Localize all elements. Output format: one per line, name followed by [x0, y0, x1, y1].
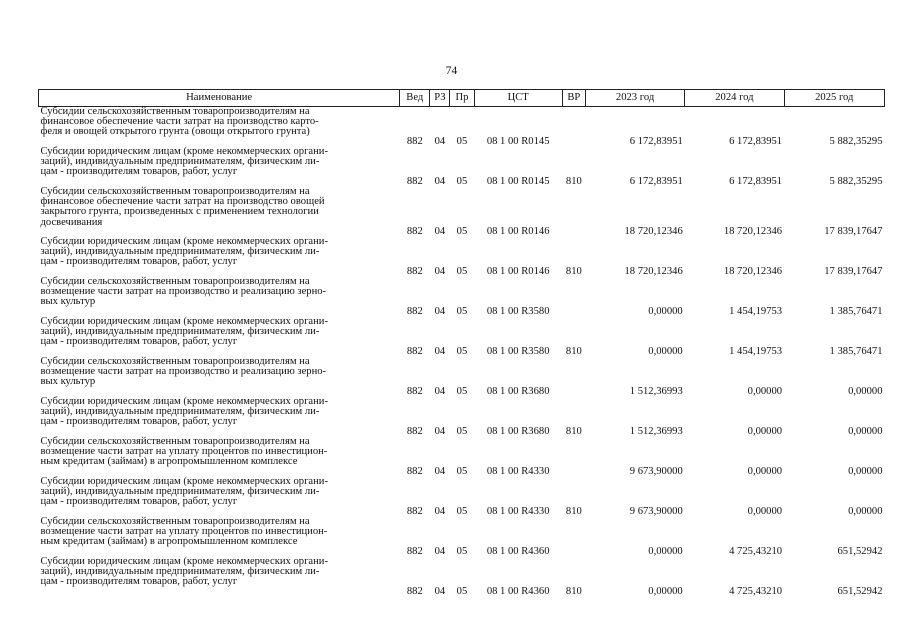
row-name-line: закрытого грунта, произведенных с применением технологии — [40, 206, 319, 218]
row-vr — [562, 357, 585, 397]
row-name-line: Субсидии юридическим лицам (кроме некоммерческих органи- — [40, 146, 328, 157]
row-amount-2024: 4 725,43210 — [729, 545, 783, 557]
row-amount-2024: 6 172,83951 — [729, 135, 783, 147]
row-amount-2025: 1 385,76471 — [829, 345, 883, 357]
table-row — [39, 277, 885, 317]
table-row — [39, 517, 885, 557]
row-pr: 05 — [456, 305, 468, 317]
row-cst: 08 1 00 R0145 — [486, 135, 550, 147]
row-name — [39, 357, 400, 397]
row-cst: 08 1 00 R3680 — [486, 385, 550, 397]
row-name-line: цам - производителям товаров, работ, услуг — [40, 496, 238, 508]
row-vr: 810 — [565, 585, 582, 597]
row-rz: 04 — [434, 135, 446, 147]
row-amount-2024: 0,00000 — [747, 385, 783, 397]
row-amount-2025: 17 839,17647 — [824, 225, 883, 237]
row-pr: 05 — [456, 505, 468, 517]
row-amount-2024: 1 454,19753 — [729, 345, 783, 357]
row-ved: 882 — [406, 225, 423, 237]
row-vr: 810 — [565, 175, 582, 187]
row-amount-2025: 651,52942 — [837, 585, 883, 597]
row-amount-2024: 0,00000 — [747, 465, 783, 477]
row-name-line: Субсидии юридическим лицам (кроме некоммерческих органи- — [40, 316, 328, 327]
table-row — [39, 357, 885, 397]
row-name-line: Субсидии юридическим лицам (кроме некоммерческих органи- — [40, 396, 328, 407]
row-name — [39, 477, 400, 517]
row-name-line: Субсидии сельскохозяйственным товаропроизводителям на — [40, 436, 310, 447]
row-pr: 05 — [456, 175, 468, 187]
row-name-line: Субсидии сельскохозяйственным товаропроизводителям на — [40, 106, 310, 117]
row-vr — [562, 437, 585, 477]
row-name — [39, 397, 400, 437]
row-rz: 04 — [434, 585, 446, 597]
row-name — [39, 437, 400, 477]
row-vr: 810 — [565, 425, 582, 437]
row-name — [39, 277, 400, 317]
row-name-line: заций), индивидуальным предпринимателям, физическим ли- — [40, 566, 320, 578]
row-amount-2024: 1 454,19753 — [729, 305, 783, 317]
row-amount-2023: 6 172,83951 — [629, 135, 683, 147]
table-row — [39, 557, 885, 597]
row-pr: 05 — [456, 265, 468, 277]
row-pr: 05 — [456, 545, 468, 557]
table-row — [39, 237, 885, 277]
row-name-line: возмещение части затрат на уплату процентов по инвестицион- — [40, 526, 328, 538]
row-name — [39, 187, 400, 237]
page-number: 74 — [445, 65, 458, 77]
row-rz: 04 — [434, 175, 446, 187]
row-name-line: Субсидии сельскохозяйственным товаропроизводителям на — [40, 516, 310, 527]
row-ved: 882 — [406, 345, 423, 357]
row-amount-2023: 0,00000 — [648, 305, 683, 317]
row-amount-2023: 6 172,83951 — [629, 175, 683, 187]
table-row — [39, 147, 885, 187]
row-amount-2024: 18 720,12346 — [723, 265, 783, 277]
header-2025: 2025 год — [784, 90, 884, 107]
row-cst: 08 1 00 R0145 — [486, 175, 550, 187]
row-cst: 08 1 00 R3580 — [486, 345, 550, 357]
row-ved: 882 — [406, 135, 423, 147]
row-name-line: вых культур — [40, 376, 96, 388]
row-name-line: ным кредитам (займам) в агропромышленном комплексе — [40, 456, 298, 468]
row-ved: 882 — [406, 545, 423, 557]
row-amount-2023: 9 673,90000 — [629, 465, 683, 477]
row-name-line: возмещение части затрат на производство и реализацию зерно- — [40, 286, 327, 298]
row-name — [39, 147, 400, 187]
row-vr: 810 — [565, 345, 582, 357]
row-name-line: заций), индивидуальным предпринимателям, физическим ли- — [40, 406, 320, 418]
row-name-line: цам - производителям товаров, работ, услуг — [40, 576, 238, 588]
row-ved: 882 — [406, 175, 423, 187]
header-2023: 2023 год — [585, 90, 684, 107]
row-vr — [562, 517, 585, 557]
header-ved: Вед — [400, 90, 430, 107]
row-cst: 08 1 00 R4330 — [486, 505, 550, 517]
row-cst: 08 1 00 R4360 — [486, 585, 550, 597]
row-amount-2023: 0,00000 — [648, 345, 683, 357]
row-name-line: Субсидии юридическим лицам (кроме некоммерческих органи- — [40, 556, 328, 567]
row-amount-2025: 651,52942 — [837, 545, 883, 557]
row-cst: 08 1 00 R3680 — [486, 425, 550, 437]
row-rz: 04 — [434, 305, 446, 317]
row-pr: 05 — [456, 225, 468, 237]
row-amount-2025: 5 882,35295 — [829, 175, 883, 187]
table-row — [39, 107, 885, 148]
row-rz: 04 — [434, 425, 446, 437]
row-ved: 882 — [406, 585, 423, 597]
row-pr: 05 — [456, 425, 468, 437]
row-rz: 04 — [434, 505, 446, 517]
row-amount-2023: 18 720,12346 — [624, 265, 683, 277]
row-name-line: цам - производителям товаров, работ, услуг — [40, 166, 238, 178]
row-amount-2025: 17 839,17647 — [824, 265, 883, 277]
row-rz: 04 — [434, 465, 446, 477]
row-amount-2023: 1 512,36993 — [629, 385, 683, 397]
row-name-line: Субсидии юридическим лицам (кроме некоммерческих органи- — [40, 236, 328, 247]
row-name-line: ным кредитам (займам) в агропромышленном комплексе — [40, 536, 298, 548]
row-ved: 882 — [406, 265, 423, 277]
row-ved: 882 — [406, 465, 423, 477]
row-pr: 05 — [456, 585, 468, 597]
table-row — [39, 397, 885, 437]
header-2024: 2024 год — [685, 90, 784, 107]
table-row — [39, 187, 885, 237]
row-name — [39, 317, 400, 357]
row-name-line: Субсидии юридическим лицам (кроме некоммерческих органи- — [40, 476, 328, 487]
row-amount-2024: 0,00000 — [747, 505, 783, 517]
row-name-line: заций), индивидуальным предпринимателям, физическим ли- — [40, 246, 320, 258]
row-name-line: возмещение части затрат на уплату процентов по инвестицион- — [40, 446, 328, 458]
header-vr: ВР — [562, 90, 585, 107]
row-name-line: финансовое обеспечение части затрат на производство карто- — [40, 116, 319, 128]
row-amount-2025: 0,00000 — [848, 425, 883, 437]
row-amount-2025: 5 882,35295 — [829, 135, 883, 147]
row-pr: 05 — [456, 465, 468, 477]
row-pr: 05 — [456, 135, 468, 147]
header-name: Наименование — [39, 90, 400, 107]
row-name-line: цам - производителям товаров, работ, услуг — [40, 256, 238, 268]
row-amount-2025: 1 385,76471 — [829, 305, 883, 317]
table-row — [39, 477, 885, 517]
row-name-line: Субсидии сельскохозяйственным товаропроизводителям на — [40, 356, 310, 367]
row-amount-2024: 18 720,12346 — [723, 225, 783, 237]
row-name-line: финансовое обеспечение части затрат на производство овощей — [40, 196, 325, 208]
row-amount-2023: 9 673,90000 — [629, 505, 683, 517]
header-rz: РЗ — [430, 90, 450, 107]
row-amount-2023: 18 720,12346 — [624, 225, 683, 237]
row-ved: 882 — [406, 425, 423, 437]
row-vr — [562, 107, 585, 148]
row-cst: 08 1 00 R3580 — [486, 305, 550, 317]
row-name — [39, 237, 400, 277]
budget-table — [38, 89, 885, 597]
row-name — [39, 107, 400, 148]
row-cst: 08 1 00 R4360 — [486, 545, 550, 557]
row-name-line: цам - производителям товаров, работ, услуг — [40, 336, 238, 348]
row-name-line: заций), индивидуальным предпринимателям, физическим ли- — [40, 156, 320, 168]
row-rz: 04 — [434, 345, 446, 357]
row-name-line: цам - производителям товаров, работ, услуг — [40, 416, 238, 428]
row-rz: 04 — [434, 225, 446, 237]
row-ved: 882 — [406, 305, 423, 317]
row-cst: 08 1 00 R4330 — [486, 465, 550, 477]
row-pr: 05 — [456, 345, 468, 357]
row-rz: 04 — [434, 385, 446, 397]
row-name-line: возмещение части затрат на производство и реализацию зерно- — [40, 366, 327, 378]
row-ved: 882 — [406, 385, 423, 397]
row-amount-2024: 0,00000 — [747, 425, 783, 437]
row-name-line: заций), индивидуальным предпринимателям, физическим ли- — [40, 486, 320, 498]
row-cst: 08 1 00 R0146 — [486, 265, 550, 277]
row-name-line: Субсидии сельскохозяйственным товаропроизводителям на — [40, 186, 310, 197]
row-name-line: досвечивания — [40, 216, 103, 228]
row-name-line: заций), индивидуальным предпринимателям, физическим ли- — [40, 326, 320, 338]
row-amount-2024: 6 172,83951 — [729, 175, 783, 187]
row-amount-2023: 0,00000 — [648, 585, 683, 597]
row-vr: 810 — [565, 265, 582, 277]
row-amount-2025: 0,00000 — [848, 505, 883, 517]
row-vr: 810 — [565, 505, 582, 517]
row-vr — [562, 277, 585, 317]
header-pr: Пр — [450, 90, 474, 107]
row-vr — [562, 187, 585, 237]
row-amount-2024: 4 725,43210 — [729, 585, 783, 597]
row-name — [39, 557, 400, 597]
row-name-line: вых культур — [40, 296, 96, 308]
row-amount-2023: 1 512,36993 — [629, 425, 683, 437]
header-cst: ЦСТ — [474, 90, 562, 107]
row-cst: 08 1 00 R0146 — [486, 225, 550, 237]
table-row — [39, 437, 885, 477]
table-row — [39, 317, 885, 357]
row-name-line: Субсидии сельскохозяйственным товаропроизводителям на — [40, 276, 310, 287]
row-rz: 04 — [434, 265, 446, 277]
table-header-row — [39, 90, 885, 107]
row-amount-2025: 0,00000 — [848, 465, 883, 477]
row-name-line: феля и овощей открытого грунта (овощи открытого грунта) — [40, 126, 310, 138]
row-rz: 04 — [434, 545, 446, 557]
row-ved: 882 — [406, 505, 423, 517]
row-amount-2025: 0,00000 — [848, 385, 883, 397]
row-pr: 05 — [456, 385, 468, 397]
row-name — [39, 517, 400, 557]
row-amount-2023: 0,00000 — [648, 545, 683, 557]
table-body — [39, 107, 885, 598]
